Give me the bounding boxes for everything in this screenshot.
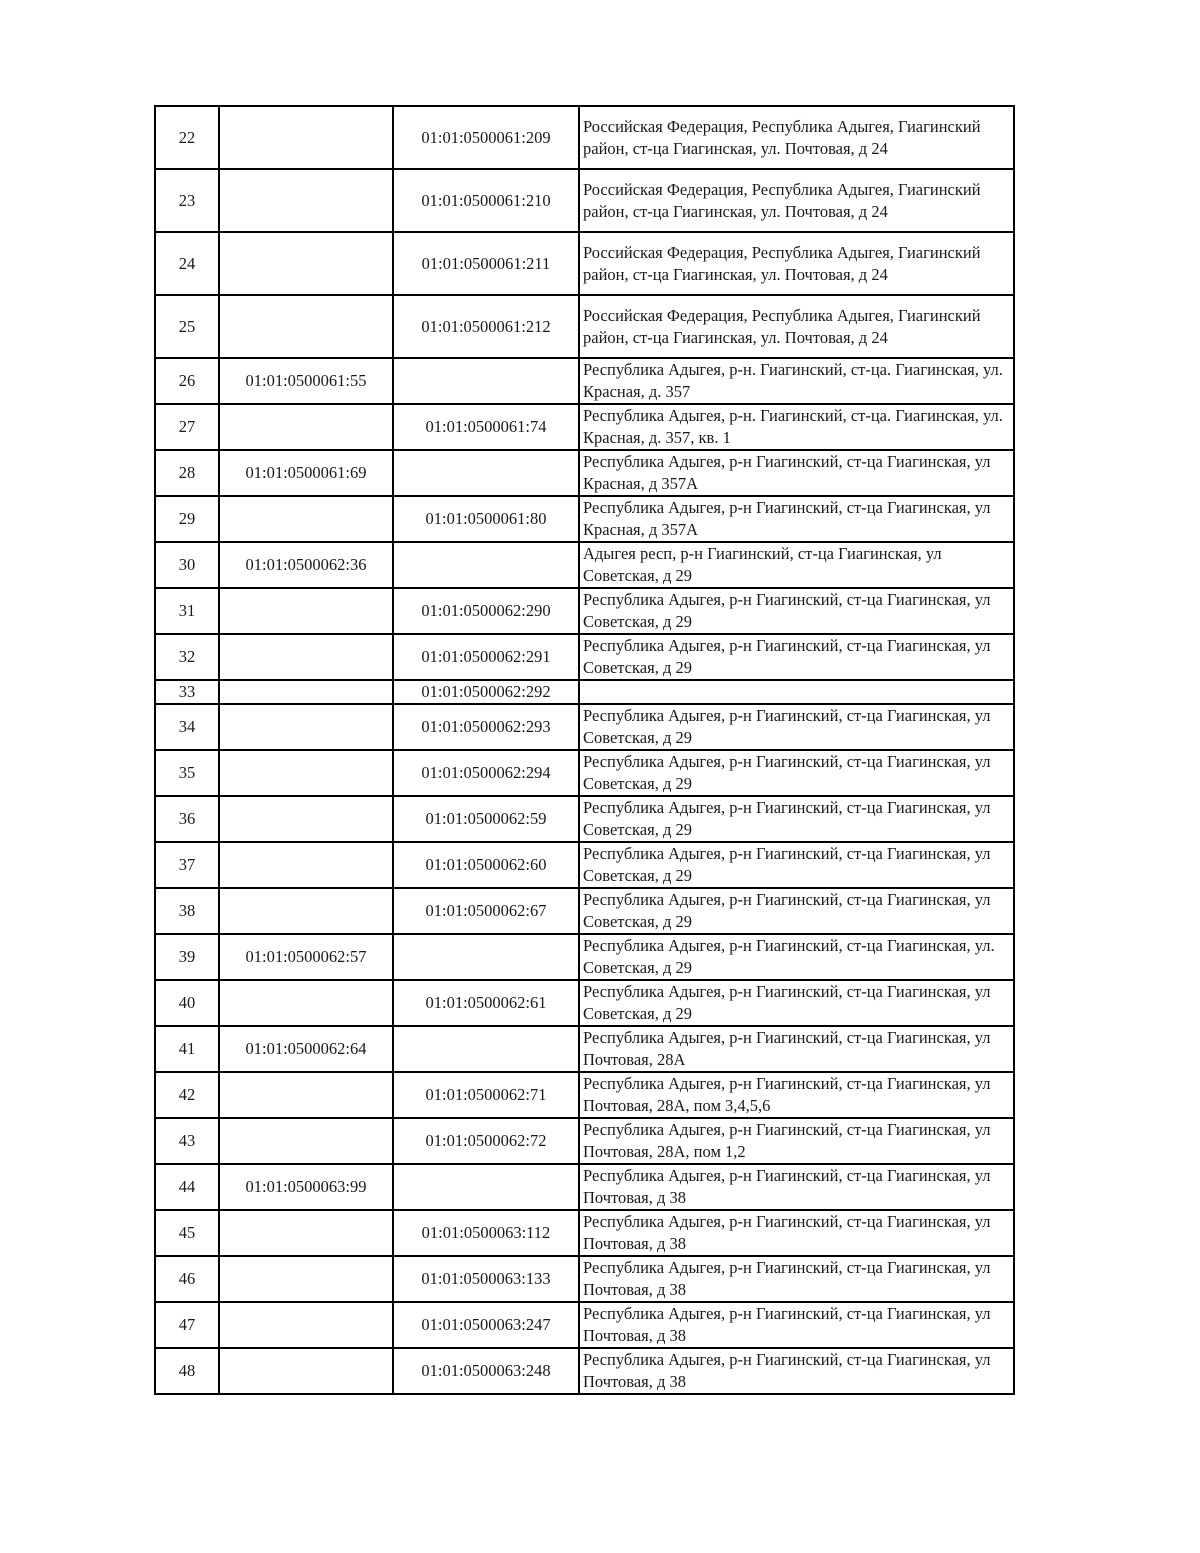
table-row (155, 980, 1014, 1026)
cadastral-table (154, 105, 1015, 1395)
address-cell: Республика Адыгея, р-н Гиагинский, ст-ца Гиагинская, ул Почтовая, д 38 (579, 1256, 1014, 1302)
address-cell: Республика Адыгея, р-н Гиагинский, ст-ца Гиагинская, ул Почтовая, д 38 (579, 1348, 1014, 1394)
object-cadastral-number-cell: 01:01:0500062:71 (393, 1072, 579, 1118)
table-row (155, 704, 1014, 750)
object-cadastral-number-cell (393, 358, 579, 404)
parent-cadastral-number-cell (219, 704, 393, 750)
address-cell: Республика Адыгея, р-н Гиагинский, ст-ца Гиагинская, ул Почтовая, 28А (579, 1026, 1014, 1072)
object-cadastral-number-cell (393, 450, 579, 496)
parent-cadastral-number-cell (219, 1072, 393, 1118)
object-cadastral-number-cell: 01:01:0500062:293 (393, 704, 579, 750)
object-cadastral-number-cell (393, 1026, 579, 1072)
address-cell: Республика Адыгея, р-н Гиагинский, ст-ца Гиагинская, ул Красная, д 357А (579, 450, 1014, 496)
row-number-cell: 43 (155, 1118, 219, 1164)
parent-cadastral-number-cell (219, 295, 393, 358)
object-cadastral-number-cell: 01:01:0500061:209 (393, 106, 579, 169)
parent-cadastral-number-cell (219, 634, 393, 680)
row-number-cell: 48 (155, 1348, 219, 1394)
address-cell: Адыгея респ, р-н Гиагинский, ст-ца Гиагинская, ул Советская, д 29 (579, 542, 1014, 588)
table-body (155, 106, 1014, 1394)
table-row (155, 680, 1014, 704)
address-cell: Российская Федерация, Республика Адыгея, Гиагинский район, ст-ца Гиагинская, ул. Почтовая, д 24 (579, 169, 1014, 232)
table-row (155, 295, 1014, 358)
object-cadastral-number-cell: 01:01:0500062:61 (393, 980, 579, 1026)
table-row (155, 496, 1014, 542)
row-number-cell: 35 (155, 750, 219, 796)
row-number-cell: 41 (155, 1026, 219, 1072)
row-number-cell: 25 (155, 295, 219, 358)
object-cadastral-number-cell: 01:01:0500061:80 (393, 496, 579, 542)
address-cell: Республика Адыгея, р-н Гиагинский, ст-ца Гиагинская, ул Почтовая, 28А, пом 1,2 (579, 1118, 1014, 1164)
address-cell: Республика Адыгея, р-н. Гиагинский, ст-ца. Гиагинская, ул. Красная, д. 357, кв. 1 (579, 404, 1014, 450)
parent-cadastral-number-cell (219, 1348, 393, 1394)
parent-cadastral-number-cell: 01:01:0500062:57 (219, 934, 393, 980)
row-number-cell: 30 (155, 542, 219, 588)
address-cell: Республика Адыгея, р-н Гиагинский, ст-ца Гиагинская, ул Советская, д 29 (579, 796, 1014, 842)
table-row (155, 588, 1014, 634)
row-number-cell: 28 (155, 450, 219, 496)
table-row (155, 1164, 1014, 1210)
object-cadastral-number-cell: 01:01:0500062:290 (393, 588, 579, 634)
parent-cadastral-number-cell (219, 1210, 393, 1256)
table-row (155, 1026, 1014, 1072)
parent-cadastral-number-cell: 01:01:0500061:69 (219, 450, 393, 496)
address-cell: Республика Адыгея, р-н Гиагинский, ст-ца Гиагинская, ул Советская, д 29 (579, 588, 1014, 634)
table-row (155, 106, 1014, 169)
address-cell: Российская Федерация, Республика Адыгея, Гиагинский район, ст-ца Гиагинская, ул. Почтовая, д 24 (579, 232, 1014, 295)
row-number-cell: 31 (155, 588, 219, 634)
object-cadastral-number-cell: 01:01:0500062:60 (393, 842, 579, 888)
row-number-cell: 42 (155, 1072, 219, 1118)
parent-cadastral-number-cell (219, 404, 393, 450)
table-row (155, 232, 1014, 295)
object-cadastral-number-cell: 01:01:0500062:292 (393, 680, 579, 704)
parent-cadastral-number-cell (219, 842, 393, 888)
address-cell: Республика Адыгея, р-н Гиагинский, ст-ца Гиагинская, ул Почтовая, д 38 (579, 1210, 1014, 1256)
parent-cadastral-number-cell (219, 796, 393, 842)
table-row (155, 358, 1014, 404)
address-cell: Республика Адыгея, р-н Гиагинский, ст-ца Гиагинская, ул Почтовая, д 38 (579, 1164, 1014, 1210)
table-row (155, 1348, 1014, 1394)
parent-cadastral-number-cell: 01:01:0500062:36 (219, 542, 393, 588)
parent-cadastral-number-cell (219, 1118, 393, 1164)
parent-cadastral-number-cell (219, 680, 393, 704)
table-row (155, 1256, 1014, 1302)
row-number-cell: 33 (155, 680, 219, 704)
table-row (155, 1210, 1014, 1256)
row-number-cell: 29 (155, 496, 219, 542)
parent-cadastral-number-cell (219, 1256, 393, 1302)
row-number-cell: 34 (155, 704, 219, 750)
row-number-cell: 22 (155, 106, 219, 169)
address-cell: Республика Адыгея, р-н Гиагинский, ст-ца Гиагинская, ул Советская, д 29 (579, 980, 1014, 1026)
parent-cadastral-number-cell (219, 750, 393, 796)
address-cell: Республика Адыгея, р-н Гиагинский, ст-ца Гиагинская, ул Советская, д 29 (579, 634, 1014, 680)
parent-cadastral-number-cell (219, 232, 393, 295)
table-row (155, 796, 1014, 842)
address-cell: Республика Адыгея, р-н Гиагинский, ст-ца Гиагинская, ул Советская, д 29 (579, 704, 1014, 750)
object-cadastral-number-cell: 01:01:0500061:210 (393, 169, 579, 232)
parent-cadastral-number-cell: 01:01:0500062:64 (219, 1026, 393, 1072)
table-row (155, 1118, 1014, 1164)
table-row (155, 750, 1014, 796)
object-cadastral-number-cell: 01:01:0500063:248 (393, 1348, 579, 1394)
parent-cadastral-number-cell (219, 1302, 393, 1348)
table-row (155, 450, 1014, 496)
object-cadastral-number-cell: 01:01:0500063:247 (393, 1302, 579, 1348)
row-number-cell: 23 (155, 169, 219, 232)
parent-cadastral-number-cell (219, 496, 393, 542)
address-cell (579, 680, 1014, 704)
object-cadastral-number-cell: 01:01:0500062:294 (393, 750, 579, 796)
address-cell: Республика Адыгея, р-н Гиагинский, ст-ца Гиагинская, ул Почтовая, 28А, пом 3,4,5,6 (579, 1072, 1014, 1118)
table-row (155, 1302, 1014, 1348)
parent-cadastral-number-cell (219, 980, 393, 1026)
row-number-cell: 46 (155, 1256, 219, 1302)
parent-cadastral-number-cell (219, 888, 393, 934)
address-cell: Республика Адыгея, р-н Гиагинский, ст-ца Гиагинская, ул Почтовая, д 38 (579, 1302, 1014, 1348)
row-number-cell: 45 (155, 1210, 219, 1256)
object-cadastral-number-cell (393, 934, 579, 980)
address-cell: Республика Адыгея, р-н Гиагинский, ст-ца Гиагинская, ул. Советская, д 29 (579, 934, 1014, 980)
object-cadastral-number-cell: 01:01:0500062:59 (393, 796, 579, 842)
object-cadastral-number-cell: 01:01:0500063:112 (393, 1210, 579, 1256)
address-cell: Республика Адыгея, р-н Гиагинский, ст-ца Гиагинская, ул Советская, д 29 (579, 750, 1014, 796)
row-number-cell: 32 (155, 634, 219, 680)
address-cell: Республика Адыгея, р-н Гиагинский, ст-ца Гиагинская, ул Советская, д 29 (579, 888, 1014, 934)
row-number-cell: 37 (155, 842, 219, 888)
address-cell: Республика Адыгея, р-н. Гиагинский, ст-ца. Гиагинская, ул. Красная, д. 357 (579, 358, 1014, 404)
object-cadastral-number-cell: 01:01:0500061:211 (393, 232, 579, 295)
table-row (155, 634, 1014, 680)
parent-cadastral-number-cell (219, 169, 393, 232)
address-cell: Российская Федерация, Республика Адыгея, Гиагинский район, ст-ца Гиагинская, ул. Почтовая, д 24 (579, 295, 1014, 358)
table-row (155, 404, 1014, 450)
row-number-cell: 47 (155, 1302, 219, 1348)
row-number-cell: 40 (155, 980, 219, 1026)
row-number-cell: 38 (155, 888, 219, 934)
parent-cadastral-number-cell (219, 106, 393, 169)
row-number-cell: 36 (155, 796, 219, 842)
address-cell: Российская Федерация, Республика Адыгея, Гиагинский район, ст-ца Гиагинская, ул. Почтовая, д 24 (579, 106, 1014, 169)
table-row (155, 934, 1014, 980)
row-number-cell: 39 (155, 934, 219, 980)
table-row (155, 888, 1014, 934)
row-number-cell: 24 (155, 232, 219, 295)
row-number-cell: 44 (155, 1164, 219, 1210)
object-cadastral-number-cell: 01:01:0500061:212 (393, 295, 579, 358)
row-number-cell: 26 (155, 358, 219, 404)
object-cadastral-number-cell: 01:01:0500063:133 (393, 1256, 579, 1302)
parent-cadastral-number-cell: 01:01:0500061:55 (219, 358, 393, 404)
object-cadastral-number-cell: 01:01:0500062:291 (393, 634, 579, 680)
table-row (155, 842, 1014, 888)
object-cadastral-number-cell (393, 1164, 579, 1210)
table-row (155, 1072, 1014, 1118)
row-number-cell: 27 (155, 404, 219, 450)
object-cadastral-number-cell (393, 542, 579, 588)
address-cell: Республика Адыгея, р-н Гиагинский, ст-ца Гиагинская, ул Красная, д 357А (579, 496, 1014, 542)
parent-cadastral-number-cell (219, 588, 393, 634)
address-cell: Республика Адыгея, р-н Гиагинский, ст-ца Гиагинская, ул Советская, д 29 (579, 842, 1014, 888)
object-cadastral-number-cell: 01:01:0500062:72 (393, 1118, 579, 1164)
parent-cadastral-number-cell: 01:01:0500063:99 (219, 1164, 393, 1210)
table-row (155, 542, 1014, 588)
object-cadastral-number-cell: 01:01:0500062:67 (393, 888, 579, 934)
object-cadastral-number-cell: 01:01:0500061:74 (393, 404, 579, 450)
table-row (155, 169, 1014, 232)
